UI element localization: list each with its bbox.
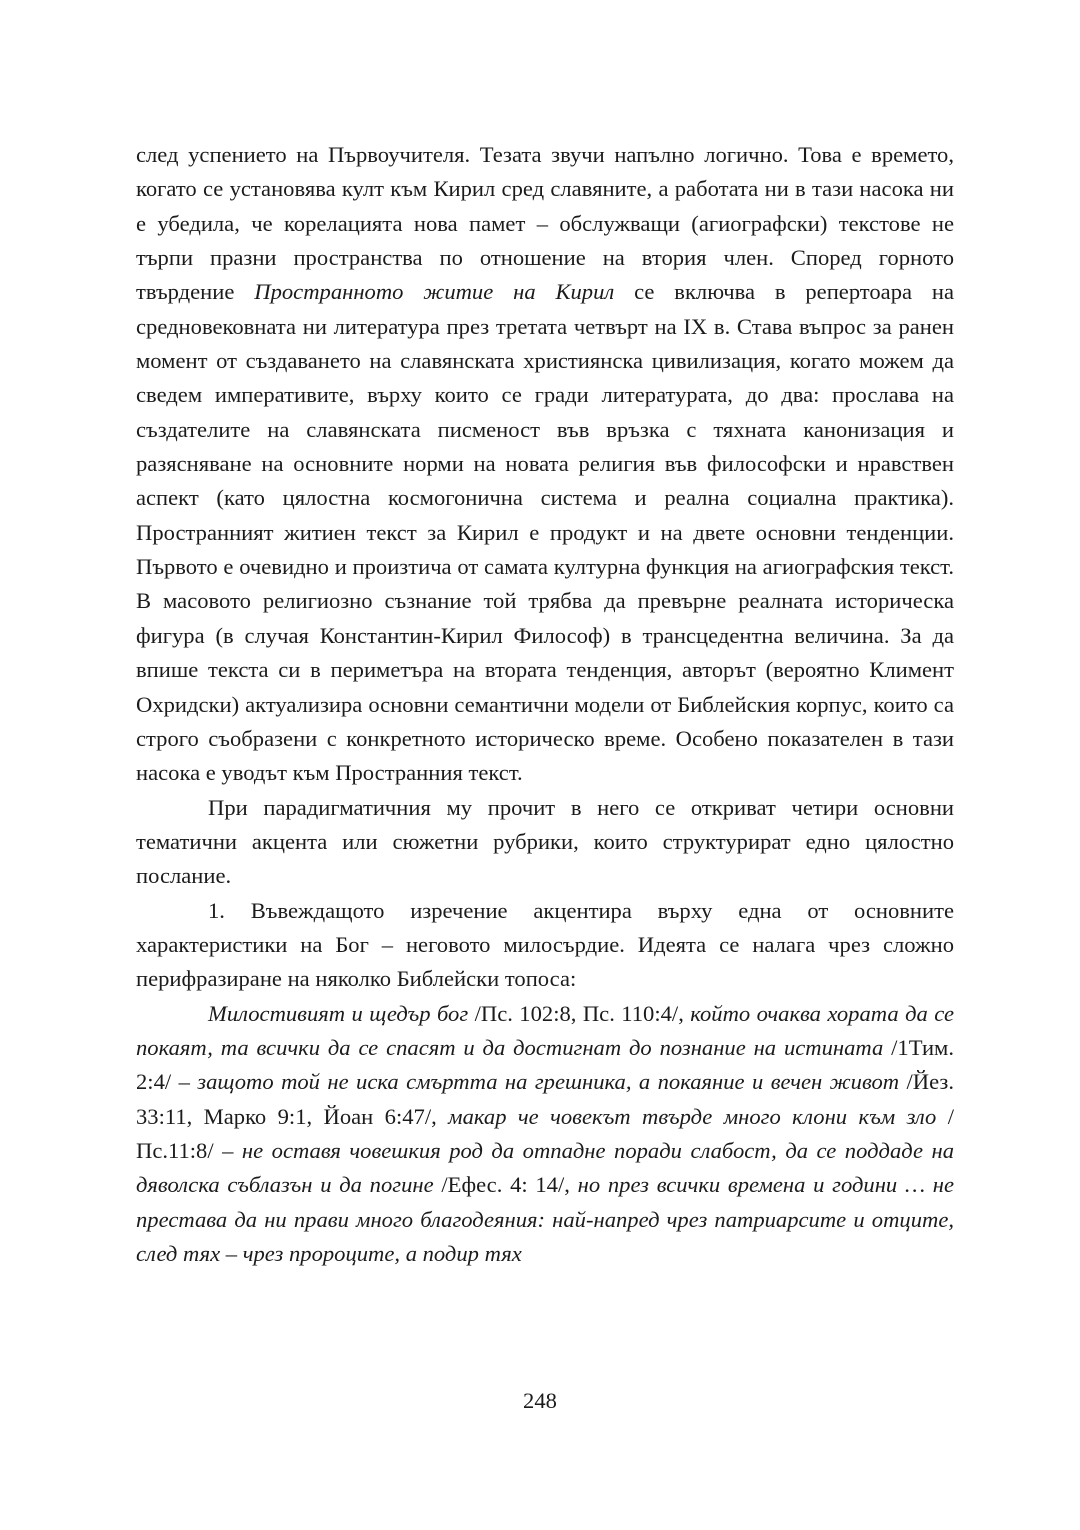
citation: /Ефес. 4: 14/, [433, 1172, 578, 1198]
italic-quote: – не оставя човешкия род да отпадне поради слабост, да се поддаде на дяволска съблазън и да погине [136, 1137, 954, 1198]
citation: /Пс. 102:8, Пс. 110:4/, [468, 1000, 691, 1026]
italic-quote: Милостивият и щедър бог [208, 1000, 469, 1026]
italic-title: Пространното житие на Кирил [254, 279, 615, 305]
paragraph-3 [136, 894, 954, 997]
text-run: При парадигматичния му прочит в него се откриват четири основни тематични акцента или сюжетни рубрики, които структурират едно цялостно послание. [136, 794, 954, 889]
body-text [136, 138, 954, 1271]
text-run: след успението на Първоучителя. Тезата звучи напълно логично. Това е времето, когато се установява култ към Кирил сред славяните, а работата ни в тази насока ни е убедила, че корелацията нова памет – обслужващи (агиографски) текстове не търпи празни пространства по отношение на втория член. Според горното твърдение [136, 142, 954, 305]
text-run: 1. Въвеждащото изречение акцентира върху една от основните характеристики на Бог – неговото милосърдие. Идеята се налага чрез сложно перифразиране на няколко Библейски топоса: [136, 897, 954, 992]
italic-quote: макар че човекът твърде много клони към зло [448, 1103, 937, 1129]
citation: /Йез. 33:11, Марко 9:1, Йоан 6:47/, [136, 1069, 955, 1129]
italic-quote: който очаква хората да се покаят, та всички да се спасят и да достигнат до познание на истината [136, 1000, 955, 1060]
paragraph-4-quotation [136, 997, 954, 1272]
italic-quote: но през всички времена и години … не престава да ни прави много благодеяния: най-напред чрез патриарсите и отците, след тях – чрез пророците, а подир тях [136, 1172, 955, 1266]
paragraph-1 [136, 138, 954, 791]
citation: /1Тим. 2:4/ [136, 1034, 954, 1095]
citation: /Пс.11:8/ [136, 1103, 954, 1163]
text-run: се включва в репертоара на средновековната ни литература през третата четвърт на IX в. Става въпрос за ранен момент от създаването на славянската християнска цивилизация, когато можем да сведем императивите, върху които се гради литературата, до два: прослава на създателите на славянската писменост във връзка с тяхната канонизация и разясняване на основните норми на новата религия във философски и нравствен аспект (като цялостна космогонична система и реална социална практика). Пространният житиен текст за Кирил е продукт и на двете основни тенденции. Първото е очевидно и произтича от самата културна функция на агиографския текст. В масовото религиозно съзнание той трябва да превърне реалната историческа фигура (в случая Константин-Кирил Философ) в трансцедентна величина. За да впише текста си в периметъра на втората тенденция, авторът (вероятно Климент Охридски) актуализира основни семантични модели от Библейския корпус, които са строго съобразени с конкретното историческо време. Особено показателен в тази насока е уводът към Пространния текст. [136, 279, 955, 786]
italic-quote: – защото той не иска смъртта на грешника, а покаяние и вечен живот [178, 1069, 900, 1095]
paragraph-2 [136, 791, 954, 894]
page-number: 248 [523, 1388, 557, 1413]
